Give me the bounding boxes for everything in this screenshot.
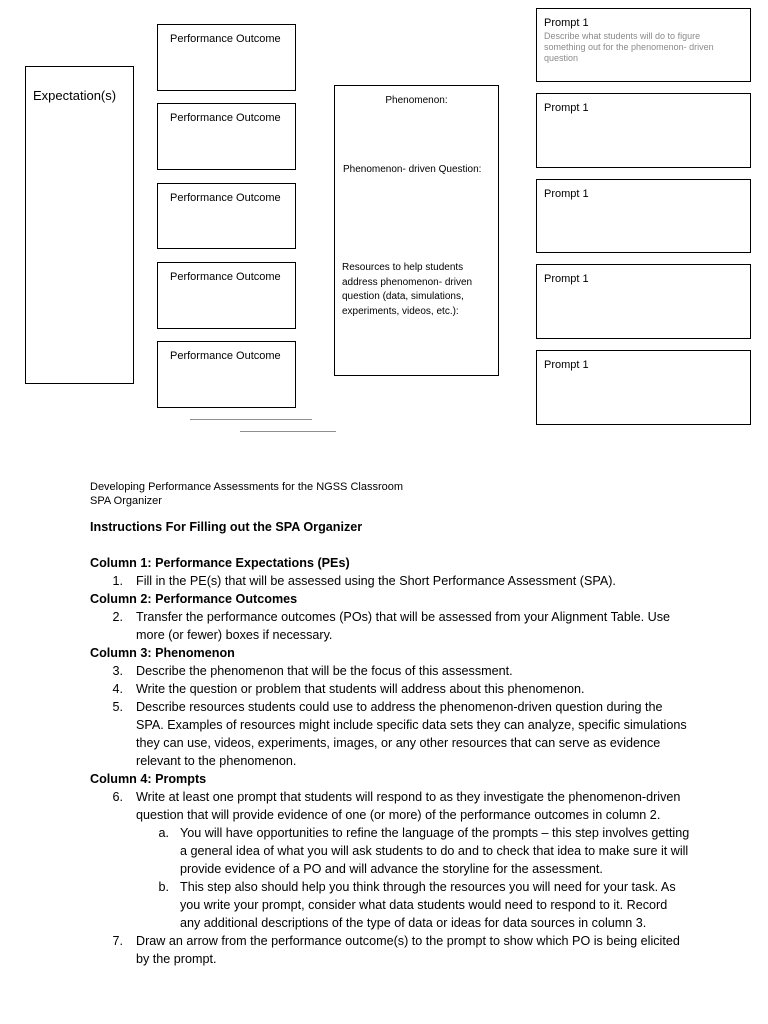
instruction-subitem: b. This step also should help you think through the resources you will need for your task. As you write your prompt, consider what data students would need to respond to it. Record any additional descriptions of the type of data or ideas for data sources in column 3. [90,878,690,932]
prompt-title: Prompt 1 [544,102,589,114]
instruction-text: Write the question or problem that students will address about this phenomenon. [136,682,585,696]
prompt-title: Prompt 1 [544,188,589,200]
performance-outcome-label: Performance Outcome [170,33,281,45]
instruction-item: 4. Write the question or problem that students will address about this phenomenon. [90,680,690,698]
performance-outcome-label: Performance Outcome [170,192,281,204]
column-3-heading: Column 3: Phenomenon [90,646,235,660]
phenomenon-box[interactable] [334,85,499,376]
instruction-item: 6. Write at least one prompt that students will respond to as they investigate the phenomenon-driven question that will provide evidence of one (or more) of the performance outcomes in column 2. [90,788,690,824]
performance-outcome-box[interactable] [157,103,296,170]
performance-outcome-box[interactable] [157,341,296,408]
prompt-box[interactable] [536,8,751,82]
instruction-item: 5. Describe resources students could use to address the phenomenon-driven question during the SPA. Examples of resources might include specific data sets they can analyze, specific simulations they can use, videos, experiments, images, or any other resources that can serve as evidence relevant to the phenomenon. [90,698,690,770]
column-2-heading: Column 2: Performance Outcomes [90,592,298,606]
doc-header-line: Developing Performance Assessments for the NGSS Classroom [90,481,404,493]
prompt-box[interactable] [536,264,751,339]
instruction-subitem: a. You will have opportunities to refine the language of the prompts – this step involves getting a general idea of what you will ask students to do and to check that idea to make sure it will provide evidence of a PO and will advance the storyline for the assessment. [158,826,690,876]
phenomenon-label: Phenomenon: [385,95,448,106]
instruction-text: Describe the phenomenon that will be the focus of this assessment. [136,664,513,678]
instruction-text: Write at least one prompt that students will respond to as they investigate the phenomenon-driven question that will provide evidence of one (or more) of the performance outcomes in column 2. [136,790,681,822]
instruction-item: 3. Describe the phenomenon that will be the focus of this assessment. [90,662,690,680]
doc-title: Instructions For Filling out the SPA Organizer [90,520,363,534]
column-1-heading: Column 1: Performance Expectations (PEs) [90,556,350,570]
prompt-title: Prompt 1 [544,359,589,371]
instruction-text: Describe resources students could use to address the phenomenon-driven question during the SPA. Examples of resources might include specific data sets they can analyze, specific simulations they can use, videos, experiments, images, or any other resources that can serve as evidence relevant to the phenomenon. [136,700,687,768]
instruction-text: This step also should help you think through the resources you will need for your task. As you write your prompt, consider what data students would need to respond to it. Record any additional descriptions of the type of data or ideas for data sources in column 3. [180,880,676,930]
prompt-hint: Describe what students will do to figure something out for the phenomenon- driven question [544,31,714,63]
expectation-box[interactable] [25,66,134,384]
performance-outcome-label: Performance Outcome [170,112,281,124]
instruction-item: 7. Draw an arrow from the performance outcome(s) to the prompt to show which PO is being elicited by the prompt. [90,932,690,968]
instruction-item: 2. Transfer the performance outcomes (POs) that will be assessed from your Alignment Table. Use more (or fewer) boxes if necessary. [90,608,690,644]
prompt-title: Prompt 1 [544,17,589,29]
instruction-item: 1. Fill in the PE(s) that will be assessed using the Short Performance Assessment (SPA). [90,572,690,590]
instructions [90,480,690,968]
instruction-text: Draw an arrow from the performance outcome(s) to the prompt to show which PO is being elicited by the prompt. [136,934,680,966]
decorative-line [240,431,336,432]
doc-header-line: SPA Organizer [90,495,162,507]
decorative-line [190,419,312,420]
performance-outcome-label: Performance Outcome [170,350,281,362]
column-4-heading: Column 4: Prompts [90,772,207,786]
instruction-text: Fill in the PE(s) that will be assessed using the Short Performance Assessment (SPA). [136,574,616,588]
resources-label: Resources to help students address phenomenon- driven question (data, simulations, experiments, videos, etc.): [342,262,473,317]
prompt-box[interactable] [536,179,751,253]
expectation-label: Expectation(s) [33,88,117,103]
performance-outcome-box[interactable] [157,262,296,329]
performance-outcome-label: Performance Outcome [170,271,281,283]
performance-outcome-box[interactable] [157,183,296,249]
performance-outcome-box[interactable] [157,24,296,91]
prompt-box[interactable] [536,350,751,425]
instruction-text: Transfer the performance outcomes (POs) that will be assessed from your Alignment Table. Use more (or fewer) boxes if necessary. [136,610,671,642]
prompt-box[interactable] [536,93,751,168]
prompt-title: Prompt 1 [544,273,589,285]
phenomenon-question-label: Phenomenon- driven Question: [343,164,482,175]
instruction-text: You will have opportunities to refine the language of the prompts – this step involves getting a general idea of what you will ask students to do and to check that idea to make sure it will provide evidence of a PO and will advance the storyline for the assessment. [180,826,690,876]
